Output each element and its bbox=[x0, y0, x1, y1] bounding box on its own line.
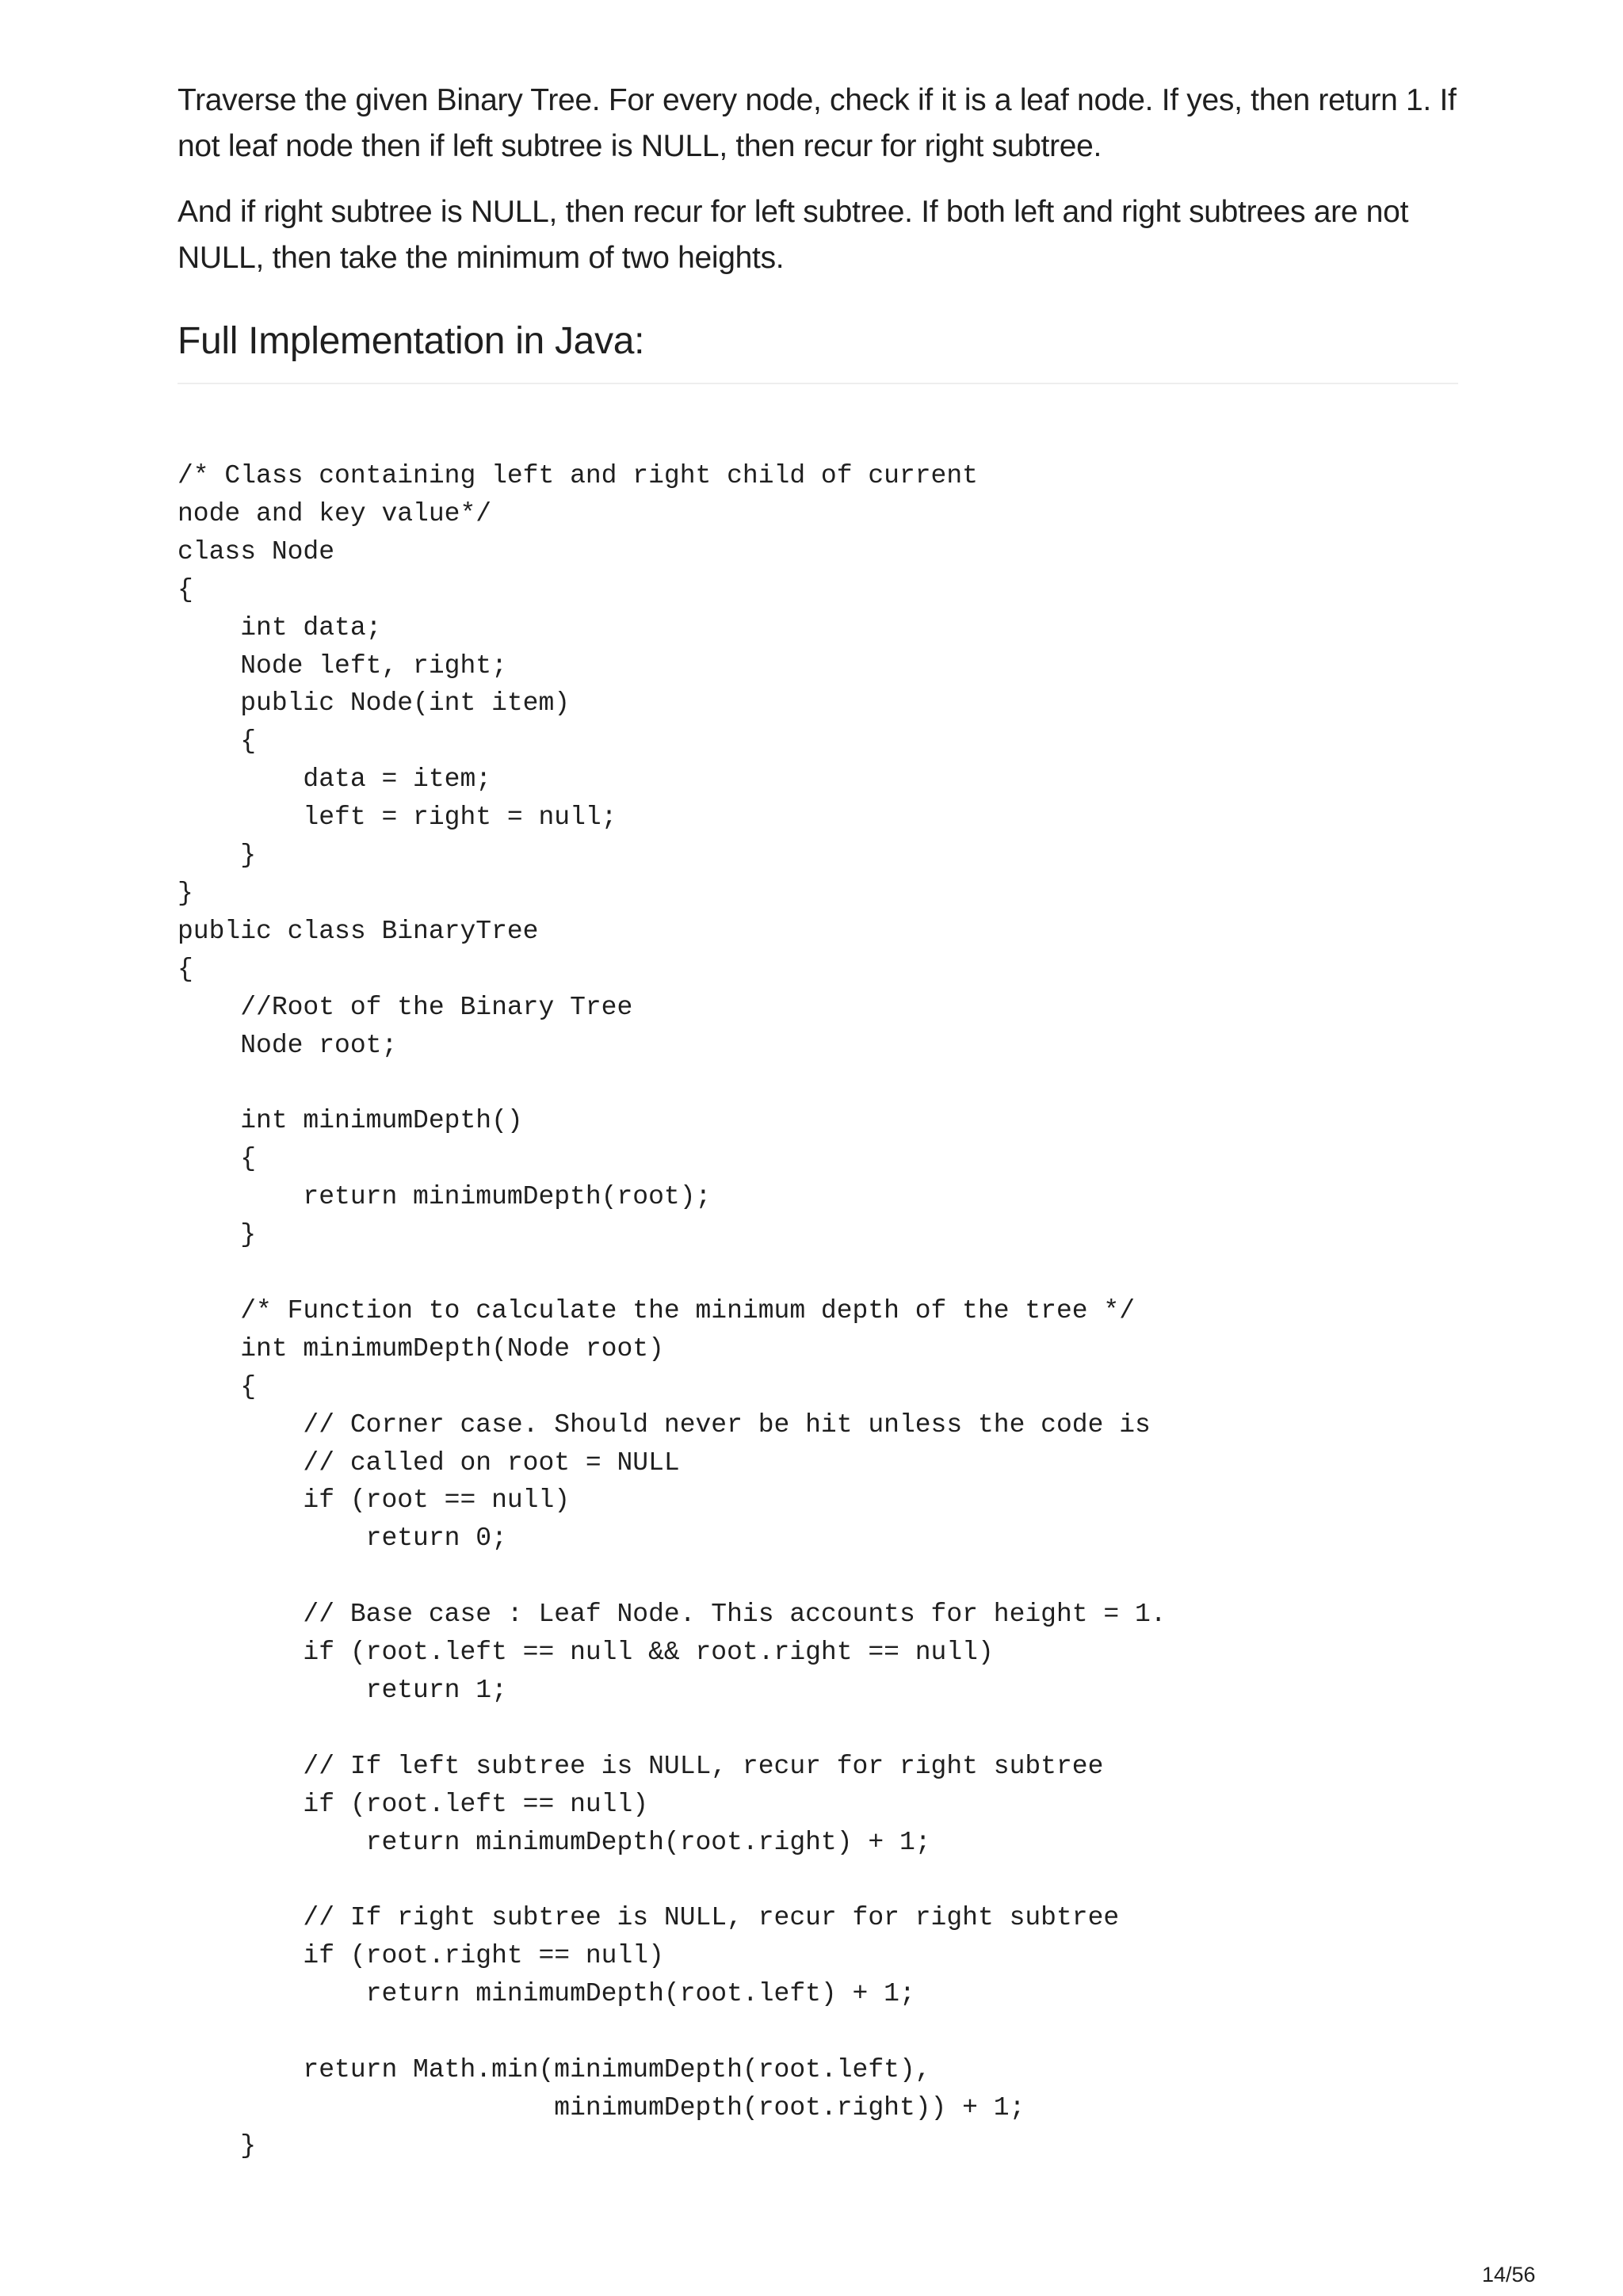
page-number: 14/56 bbox=[1482, 2263, 1536, 2286]
document-content bbox=[178, 78, 1458, 2165]
code-block: /* Class containing left and right child of current node and key value*/ class Node { int data; Node left, right; public Node(int item) { data = item; left = right = null; } } public class BinaryTree { //Root of the Binary Tree Node root; int minimumDepth() { return minimumDepth(root); } /* Function to calculate the minimum depth of the tree */ int minimumDepth(Node root) { // Corner case. Should never be hit unless the code is // called on root = NULL if (root == null) return 0; // Base case : Leaf Node. This accounts for height = 1. if (root.left == null && root.right == null) return 1; // If left subtree is NULL, recur for right subtree if (root.left == null) return minimumDepth(root.right) + 1; // If right subtree is NULL, recur for right subtree if (root.right == null) return minimumDepth(root.left) + 1; return Math.min(minimumDepth(root.left), minimumDepth(root.right)) + 1; } bbox=[178, 461, 1167, 2161]
section-heading: Full Implementation in Java: bbox=[178, 318, 1458, 384]
intro-paragraph-1: Traverse the given Binary Tree. For every node, check if it is a leaf node. If yes, then return 1. If not leaf node then if left subtree is NULL, then recur for right subtree. bbox=[178, 83, 1457, 163]
intro-paragraph-2: And if right subtree is NULL, then recur for left subtree. If both left and right subtrees are not NULL, then take the minimum of two heights. bbox=[178, 195, 1409, 275]
